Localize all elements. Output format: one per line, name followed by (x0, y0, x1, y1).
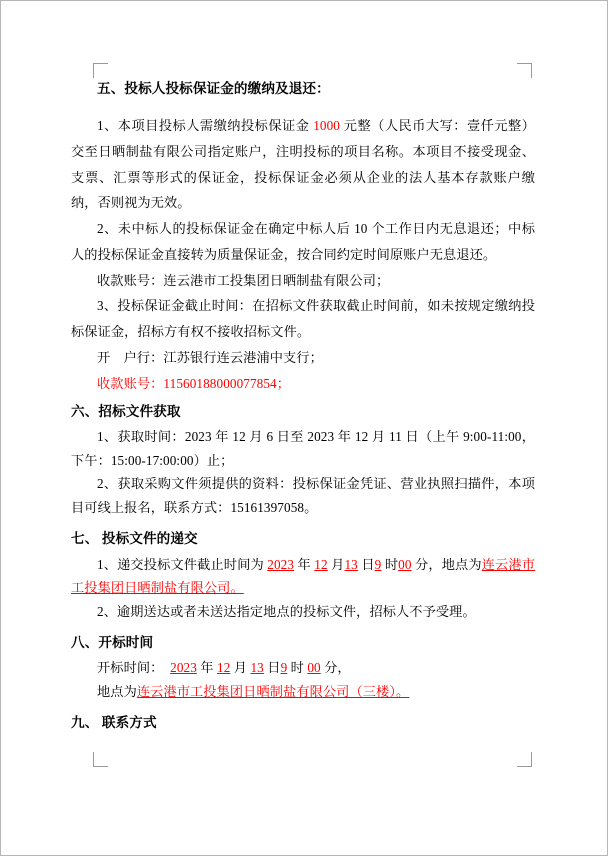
text-run: 连云港市工投集团日晒制盐有限公司。 (71, 556, 536, 596)
section-heading: 六、招标文件获取 (71, 404, 181, 420)
text-run: 2023 (170, 660, 197, 676)
text-run: 月 (327, 556, 345, 572)
text-run: 1、获取时间：2023 年 12 月 6 日至 2023 年 12 月 11 日（上午 9:00-11:00，下午：15:00-17:00:00）止； (71, 429, 535, 468)
paragraph (71, 680, 535, 704)
text-run: 年 (294, 556, 315, 572)
text-run: 分，地点为 (411, 556, 482, 572)
text-run: 日 (263, 660, 281, 676)
text-run: 时 (287, 660, 308, 676)
paragraph (71, 216, 535, 267)
section-heading: 五、投标人投标保证金的缴纳及退还： (97, 81, 330, 96)
text-run: 年 (196, 660, 217, 676)
text-run: 1000 (313, 118, 340, 134)
text-run: 9 (374, 556, 382, 572)
paragraph (71, 345, 535, 371)
paragraph (71, 656, 535, 680)
text-run: 12 (314, 556, 328, 572)
text-run: 00 (307, 660, 321, 676)
text-run: 开标时间： (97, 660, 171, 676)
text-run: 开 户行：江苏银行连云港浦中支行； (97, 349, 323, 365)
text-run: 元整（人民币大写：壹仟元整）交至日晒制盐有限公司指定账户，注明投标的项目名称。本项目不接受现金、支票、汇票等形式的保证金，投标保证金必须从企业的法人基本存款账户缴纳，否则视为无效。 (71, 118, 536, 211)
text-run: 收款账号：11560188000077854； (97, 375, 291, 391)
text-run: 连云港市工投集团日晒制盐有限公司（三楼）。 (136, 683, 410, 699)
text-run: 日 (357, 556, 375, 572)
section-heading: 八、开标时间 (71, 635, 154, 651)
paragraph (71, 268, 535, 294)
paragraph-gap (71, 102, 535, 113)
text-run: 00 (398, 556, 412, 572)
text-run: 时 (381, 556, 399, 572)
paragraph (71, 371, 535, 397)
text-run: 13 (250, 660, 264, 676)
section-heading: 九、 联系方式 (71, 715, 157, 731)
text-run: 13 (344, 556, 358, 572)
text-run: 1、本项目投标人需缴纳投标保证金 (97, 118, 314, 134)
paragraph (71, 113, 535, 216)
text-run: 3、投标保证金截止时间：在招标文件获取截止时间前，如未按规定缴纳投标保证金，招标方有权不接收招标文件。 (71, 298, 535, 340)
text-run: 2、未中标人的投标保证金在确定中标人后 10 个工作日内无息退还；中标人的投标保证金直接转为质量保证金，按合同约定时间原账户无息退还。 (71, 221, 535, 262)
text-run: 地点为 (97, 683, 137, 699)
text-run: 9 (280, 660, 288, 676)
paragraph (71, 425, 535, 472)
text-run: 收款账号：连云港市工投集团日晒制盐有限公司； (97, 272, 390, 288)
paragraph (71, 472, 535, 519)
paragraph (71, 600, 535, 624)
text-run: 2023 (267, 556, 295, 572)
paragraph (71, 293, 535, 344)
text-run: 月 (230, 660, 251, 676)
text-run: 2、获取采购文件须提供的资料：投标保证金凭证、营业执照扫描件，本项目可线上报名，联系方式：15161397058。 (71, 476, 535, 515)
text-run: 12 (217, 660, 231, 676)
section-heading: 七、 投标文件的递交 (71, 531, 198, 547)
document-body (71, 73, 535, 773)
text-run: 分， (320, 660, 351, 676)
text-run: 2、逾期送达或者未送达指定地点的投标文件，招标人不予受理。 (97, 603, 476, 619)
paragraph (71, 553, 535, 600)
text-run: 1、递交投标文件截止时间为 (97, 556, 268, 572)
